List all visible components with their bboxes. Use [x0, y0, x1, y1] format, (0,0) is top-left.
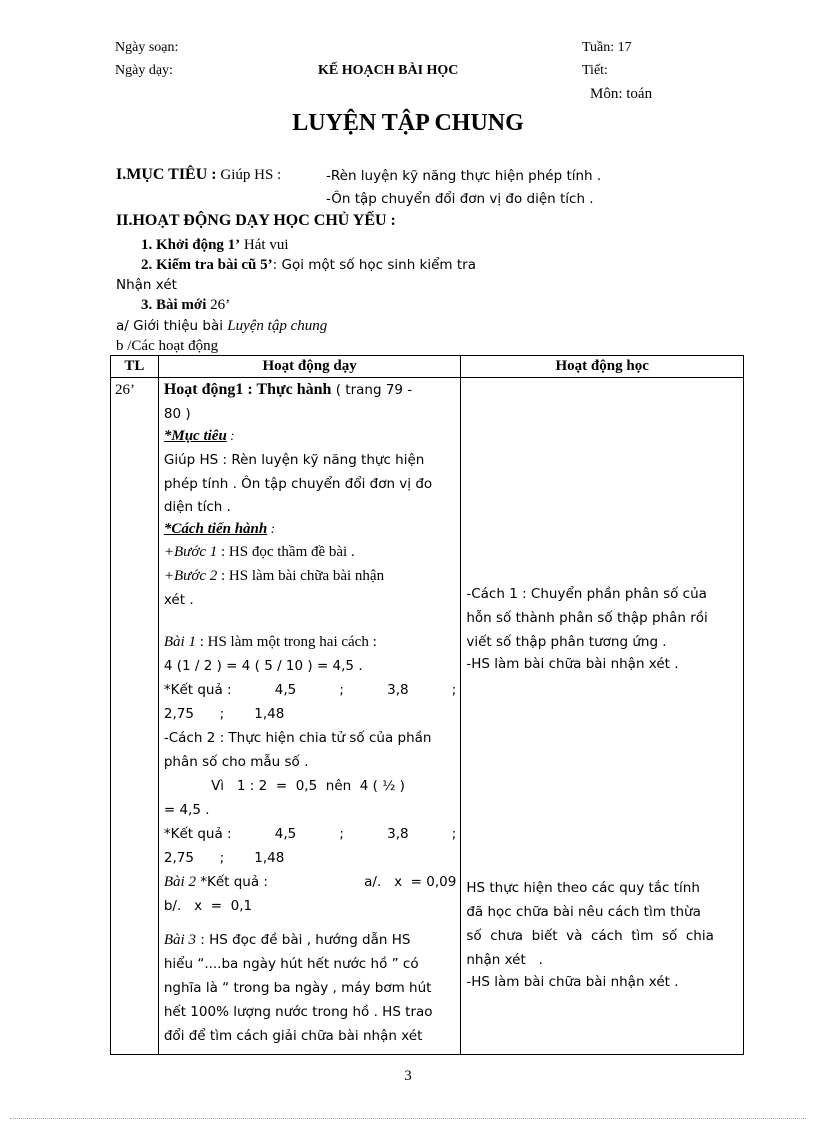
page-number: 3	[404, 1068, 412, 1084]
hoc-line5: HS thực hiện theo các quy tắc tính	[466, 880, 700, 896]
hoc-line1: -Cách 1 : Chuyển phần phân số của	[466, 586, 707, 602]
objectives-prefix: Giúp HS :	[220, 167, 282, 183]
bai-2-b: b/. x = 0,1	[163, 898, 253, 914]
bai-1-text: : HS làm một trong hai cách :	[195, 634, 377, 650]
activity-title-row	[164, 381, 457, 399]
muc-tieu-label: *Mục tiêu	[163, 428, 227, 444]
hoc-line2: hỗn số thành phân số thập phân rồi	[466, 610, 708, 626]
activity-title: Hoạt động1 : Thực hành	[163, 381, 332, 398]
header-hoat-dong-hoc: Hoạt động học	[461, 356, 744, 378]
ket-qua-2-row	[164, 826, 457, 842]
step-1-label: 1. Khởi động 1’	[141, 237, 241, 253]
time-value: 26’	[115, 382, 135, 398]
muc-tieu-line1: Giúp HS : Rèn luyện kỹ năng thực hiện	[163, 452, 425, 468]
buoc-2-text: : HS làm bài chữa bài nhận	[217, 568, 385, 584]
cach-2-line1: -Cách 2 : Thực hiện chia tử số của phần	[163, 730, 432, 746]
ket-qua-1-row	[164, 682, 457, 698]
bai-2-label: Bài 2	[163, 874, 196, 890]
page-title: LUYỆN TẬP CHUNG	[292, 110, 524, 136]
teaching-cell	[158, 378, 461, 1055]
ngay-day-label: Ngày dạy:	[115, 63, 173, 78]
ngay-soan-label: Ngày soạn:	[115, 40, 179, 55]
activities-heading: II.HOẠT ĐỘNG DẠY HỌC CHỦ YẾU :	[116, 212, 396, 229]
vi-line: Vì 1 : 2 = 0,5 nên 4 ( ½ )	[163, 778, 405, 794]
bai-3-label: Bài 3	[163, 932, 196, 948]
step-1	[141, 237, 289, 254]
bai-1-label: Bài 1	[163, 634, 196, 650]
ket-qua-2-v1: 4,5	[274, 826, 297, 842]
buoc-1-text: : HS đọc thầm đề bài .	[217, 544, 355, 560]
bai-3-line5: đổi để tìm cách giải chữa bài nhận xét	[163, 1028, 423, 1044]
mon-label: Môn: toán	[590, 86, 653, 102]
muc-tieu-colon: :	[226, 428, 235, 443]
header-tl: TL	[111, 356, 159, 378]
ket-qua-2-label: *Kết quả :	[163, 826, 232, 842]
bai-1-row	[164, 634, 457, 651]
hoc-line9: -HS làm bài chữa bài nhận xét .	[466, 974, 679, 990]
tiet-label: Tiết:	[582, 63, 608, 78]
ket-qua-1-v1: 4,5	[274, 682, 297, 698]
bai-2-row	[164, 874, 457, 891]
table-row	[111, 378, 744, 1055]
intro-a-prefix: a/ Giới thiệu bài	[116, 318, 228, 334]
bai-3-line2: hiểu “....ba ngày hút hết nước hồ ” có	[163, 956, 419, 972]
step-2	[141, 257, 476, 274]
step-3-label: 3. Bài mới	[141, 297, 207, 313]
objective-1: -Rèn luyện kỹ năng thực hiện phép tính .	[326, 168, 602, 184]
objectives-line1	[116, 166, 281, 184]
objectives-label: I.MỤC TIÊU :	[116, 166, 217, 183]
cach-row	[164, 521, 457, 538]
bai-2-text: *Kết quả :	[195, 874, 268, 890]
ket-qua-2-v2: 3,8	[387, 826, 409, 842]
buoc-1-label: +Bước 1	[163, 544, 218, 560]
hoc-line8: nhận xét .	[466, 952, 543, 968]
ket-qua-1-label: *Kết quả :	[163, 682, 232, 698]
ket-qua-1-row-2: 2,75 ; 1,48	[163, 706, 285, 722]
hoc-line6: đã học chữa bài nêu cách tìm thừa	[466, 904, 701, 920]
page-bottom-divider	[10, 1118, 806, 1119]
intro-a	[116, 318, 327, 335]
ket-qua-1-v2: 3,8	[387, 682, 409, 698]
step-2-label: 2. Kiểm tra bài cũ 5’	[141, 257, 273, 273]
bai-3-text: : HS đọc đề bài , hướng dẫn HS	[195, 932, 411, 948]
vi-line-2: = 4,5 .	[163, 802, 210, 818]
lesson-table	[110, 355, 744, 1055]
step-2-text: : Gọi một số học sinh kiểm tra	[272, 257, 476, 273]
intro-a-title: Luyện tập chung	[227, 318, 328, 334]
step-2-note: Nhận xét	[116, 277, 177, 293]
step-3-text: 26’	[206, 297, 231, 313]
learning-cell	[461, 378, 744, 1055]
tuan-label: Tuần: 17	[582, 40, 632, 55]
cach-colon: :	[267, 521, 276, 536]
muc-tieu-line3: diện tích .	[163, 499, 231, 515]
ket-qua-2-row-2: 2,75 ; 1,48	[163, 850, 285, 866]
time-cell	[111, 378, 159, 1055]
step-3	[141, 297, 230, 314]
muc-tieu-row	[164, 428, 457, 445]
ket-qua-2-s2: ;	[451, 826, 457, 842]
buoc-2-label: +Bước 2	[163, 568, 218, 584]
ket-qua-1-s2: ;	[451, 682, 457, 698]
ket-qua-1-s1: ;	[339, 682, 344, 698]
bai-1-equation: 4 (1 / 2 ) = 4 ( 5 / 10 ) = 4,5 .	[163, 658, 363, 674]
muc-tieu-line2: phép tính . Ôn tập chuyển đổi đơn vị đo	[163, 476, 433, 492]
cach-2-line2: phân số cho mẫu số .	[163, 754, 309, 770]
intro-b: b /Các hoạt động	[116, 338, 219, 354]
step-1-text: Hát vui	[240, 237, 289, 253]
plan-label: KẾ HOẠCH BÀI HỌC	[318, 63, 459, 78]
activity-pages-2: 80 )	[163, 406, 191, 422]
bai-2-a: a/. x = 0,09	[364, 874, 457, 890]
cach-label: *Cách tiến hành	[163, 521, 268, 537]
header-hoat-dong-day: Hoạt động dạy	[158, 356, 461, 378]
buoc-1-row	[164, 544, 457, 561]
bai-3-line3: nghĩa là “ trong ba ngày , máy bơm hút	[163, 980, 432, 996]
ket-qua-2-s1: ;	[339, 826, 344, 842]
table-header-row	[111, 356, 744, 378]
activity-pages: ( trang 79 -	[331, 382, 413, 398]
hoc-line7: số chưa biết và cách tìm số chia	[466, 928, 714, 944]
objective-2: -Ôn tập chuyển đổi đơn vị đo diện tích .	[326, 191, 594, 207]
hoc-line3: viết số thập phân tương ứng .	[466, 634, 667, 650]
bai-3-row	[164, 932, 457, 949]
hoc-line4: -HS làm bài chữa bài nhận xét .	[466, 656, 679, 672]
bai-3-line4: hết 100% lượng nước trong hồ . HS trao	[163, 1004, 433, 1020]
buoc-2-row	[164, 568, 457, 585]
buoc-2-text-2: xét .	[163, 592, 194, 608]
